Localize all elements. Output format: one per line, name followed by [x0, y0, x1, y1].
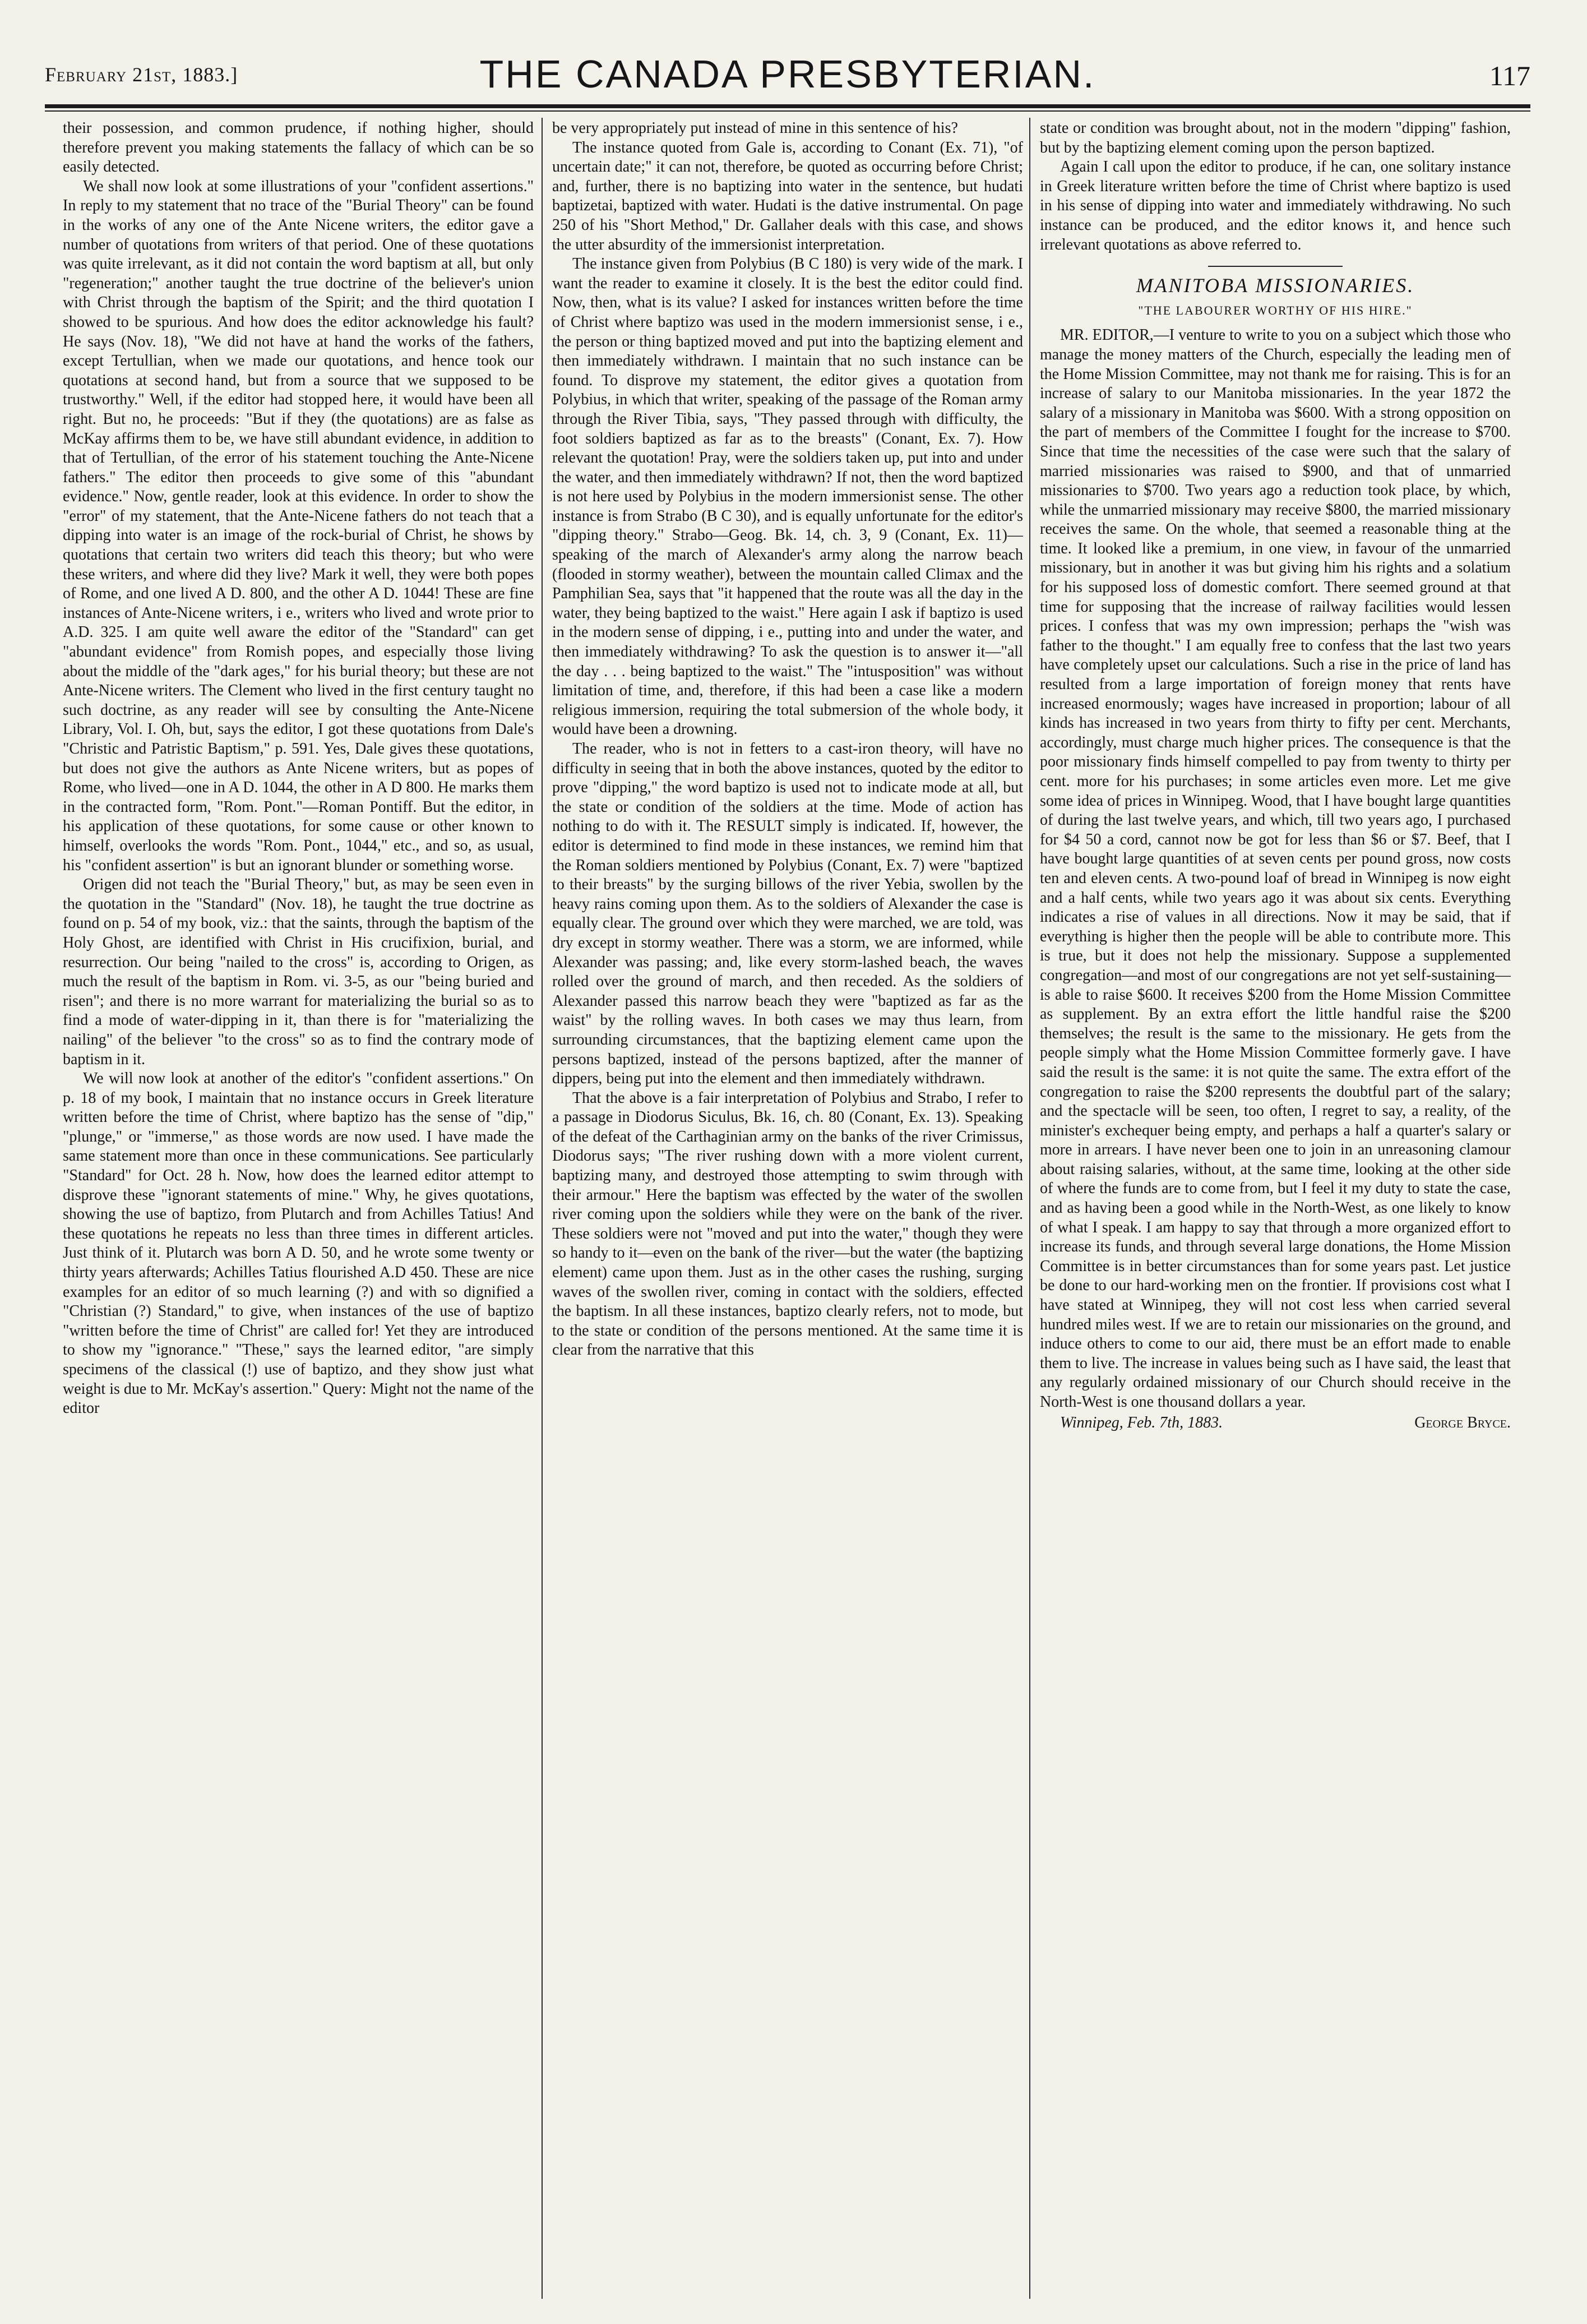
- letter-body: MR. EDITOR,—I venture to write to you on a subject which those who manage the money matters of the Church, especially the leading men of the Home Mission Committee, may not thank me for raising. This is for an increase of salary to our Manitoba missionaries. In the year 1872 the salary of a missionary in Manitoba was $600. With a strong opposition on the part of members of the Committee I fought for the increase to $700. Since that time the necessities of the case were such that the salary of married missionaries was raised to $900, and that of unmarried missionaries to $700. Two years ago a reduction took place, by which, while the unmarried missionary may receive $800, the married missionary receives the same. On the whole, that seemed a reasonable thing at the time. It looked like a premium, in one view, in favour of the unmarried missionary, but in another it was but giving him his rights and a solatium for his supposed loss of domestic comfort. There seemed ground at that time for supposing that the increase of railway facilities would lessen prices. I confess that was my own impression; perhaps the "wish was father to the thought." I am equally free to confess that the last two years have completely upset our calculations. Such a rise in the price of land has resulted from a large importation of foreign money that rents have increased enormously; wages have increased in proportion; labour of all kinds has increased in two years from thirty to fifty per cent. Merchants, accordingly, must charge much higher prices. The consequence is that the poor missionary finds himself compelled to pay from twenty to thirty per cent. more for his purchases; in some articles even more. Let me give some idea of prices in Winnipeg. Wood, that I have bought large quantities of during the last twelve years, and which, till two years ago, I purchased for $4 50 a cord, cannot now be got for less than $6 or $7. Beef, that I have bought large quantities of at seven cents per pound gross, now costs ten and eleven cents. A two-pound loaf of bread in Winnipeg is now eight and a half cents, while two years ago it was about six cents. Everything indicates a rise of values in all directions. Now it may be said, that if everything is higher then the people will be able to contribute more. This is true, but it does not help the missionary. Suppose a supplemented congregation—and most of our congregations are not yet self-sustaining—is able to raise $600. It receives $200 from the Home Mission Committee as supplement. By an extra effort the little handful raise the $200 themselves; the result is the same to the missionary. He gets from the people simply what the Home Mission Committee formerly gave. I have said the result is the same: it is not quite the same. The extra effort of the congregation to raise the $200 represents the doubtful part of the salary; and the spectacle will be seen, too often, I regret to say, a reality, of the minister's exchequer being empty, and perhaps a half a quarter's salary or more in arrears. I have never been one to join in an unreasoning clamour about raising salaries, without, at the same time, looking at the other side of where the funds are to come from, but I feel it my duty to state the case, and as having been a good while in the North-West, as one likely to know of what I speak. I am happy to say that through a more organized effort to increase its funds, and through several large donations, the Home Mission Committee is in better circumstances than for some years past. Let justice be done to our hard-working men on the frontier. If provisions cost what I have stated at Winnipeg, they will not cost less when carried several hundred miles west. If we are to retain our missionaries on the ground, and induce others to come to our aid, there must be an effort made to enable them to live. The increase in values being such as I have said, the least that any regularly ordained missionary of our Church should receive in the North-West is one thousand dollars a year.: [1040, 326, 1511, 1411]
- paragraph: be very appropriately put instead of mine in this sentence of his?: [552, 119, 958, 137]
- paragraph: The instance given from Polybius (B C 180) is very wide of the mark. I want the reader to examine it closely. It is the best the editor could find. Now, then, what is its value? I asked for instances written before the time of Christ where baptizo was used in the modern immersionist sense, i e., the person or thing baptized moved and put into the baptizing element and then immediately withdrawn. I maintain that no such instance can be found. To disprove my statement, the editor gives a quotation from Polybius, in which that writer, speaking of the passage of the Roman army through the River Tibia, says, "They passed through with difficulty, the foot soldiers baptized as far as to the breasts" (Conant, Ex. 7). How relevant the quotation! Pray, were the soldiers taken up, put into and under the water, and then immediately withdrawn? If not, then the word baptized is not here used by Polybius in the modern immersionist sense. The other instance is from Strabo (B C 30), and is equally unfortunate for the editor's "dipping theory." Strabo—Geog. Bk. 14, ch. 3, 9 (Conant, Ex. 11)—speaking of the march of Alexander's army along the narrow beach (flooded in stormy weather), between the mountain called Climax and the Pamphilian Sea, says that "it happened that the route was all the day in the water, they being baptized to the waist." Here again I ask if baptizo is used in the modern sense of dipping, i e., putting into and under the water, and then immediately withdrawing? To ask the question is to answer it—"all the day . . . being baptized to the waist." The "intusposition" was without limitation of time, and, therefore, if this had been a case like a modern religious immersion, requiring the total submersion of the whole body, it would have been a drowning.: [552, 255, 1023, 738]
- article-divider: [1208, 266, 1343, 267]
- paragraph: That the above is a fair interpretation of Polybius and Strabo, I refer to a passage in Diodorus Siculus, Bk. 16, ch. 80 (Conant, Ex. 13). Speaking of the defeat of the Carthaginian army on the banks of the river Crimissus, Diodorus says; "The river rushing down with a more violent current, baptizing many, and destroyed those attempting to swim through with their armour." Here the baptism was effected by the water of the swollen river coming upon the soldiers while they were on the bank of the river. These soldiers were not "moved and put into the water," though they were so handy to it—even on the bank of the river—but the water (the baptizing element) came upon them. Just as in the other cases the rushing, surging waves of the swollen river, coming in contact with the soldiers, effected the baptism. In all these instances, baptizo clearly refers, not to mode, but to the state or condition of the persons mentioned. At the same time it is clear from the narrative that this: [552, 1089, 1023, 1359]
- masthead-rule-thick: [45, 104, 1530, 108]
- paragraph: Origen did not teach the "Burial Theory," but, as may be seen even in the quotation in the "Standard" (Nov. 18), he taught the true doctrine as found on p. 54 of my book, viz.: that the saints, through the baptism of the Holy Ghost, are identified with Christ in His crucifixion, burial, and resurrection. Our being "nailed to the cross" is, according to Origen, as much the result of the baptism in Rom. vi. 3-5, as our "being buried and risen"; and there is no more warrant for materializing the burial so as to find a mode of water-dipping in it, than there is for "materializing the nailing" of the believer "to the cross" so as to find the contrary mode of baptism in it.: [63, 876, 534, 1068]
- column-divider: [1029, 118, 1030, 2299]
- paragraph: their possession, and common prudence, if nothing higher, should therefore prevent you making statements the fallacy of which can be so easily detected.: [63, 119, 534, 176]
- paragraph: The instance quoted from Gale is, according to Conant (Ex. 71), "of uncertain date;" it can not, therefore, be quoted as occurring before Christ; and, further, there is no baptizing into water in the sentence, but hudati baptizetai, baptized with water. Hudati is the dative instrumental. On page 250 of his "Short Method," Dr. Gallaher deals with this case, and shows the utter absurdity of the immersionist interpretation.: [552, 138, 1023, 253]
- newspaper-title: THE CANADA PRESBYTERIAN.: [479, 52, 1096, 96]
- signature-line: [1040, 1413, 1511, 1434]
- column-3: [1040, 119, 1511, 2294]
- masthead-rule-thin: [45, 110, 1530, 112]
- paragraph: state or condition was brought about, not in the modern "dipping" fashion, but by the baptizing element coming upon the person baptized.: [1040, 119, 1511, 156]
- paragraph: Again I call upon the editor to produce, if he can, one solitary instance in Greek literature written before the time of Christ where baptizo is used in his sense of dipping into water and immediately withdrawing. No such instance can be produced, and the editor knows it, and hence such irrelevant quotations as above referred to.: [1040, 158, 1511, 253]
- masthead: [45, 52, 1530, 102]
- paragraph: We shall now look at some illustrations of your "confident assertions." In reply to my statement that no trace of the "Burial Theory" can be found in the works of any one of the Ante Nicene writers, the editor gave a number of quotations from writers of that period. One of these quotations was quite irrelevant, as it did not contain the word baptism at all, but only "regeneration;" another taught the true doctrine of the believer's union with Christ through the baptism of the Spirit; and the third quotation I showed to be spurious. And how does the editor acknowledge his fault? He says (Nov. 18), "We did not have at hand the works of the fathers, except Tertullian, when we made our quotations, and hence took our quotations at second hand, but from a source that we supposed to be trustworthy." Well, if the editor had stopped here, it would have been all right. But no, he proceeds: "But if they (the quotations) are as false as McKay affirms them to be, we have still abundant evidence, in addition to that of Tertullian, of the error of his statement touching the Ante-Nicene fathers." The editor then proceeds to give some of this "abundant evidence." Now, gentle reader, look at this evidence. In order to show the "error" of my statement, that the Ante-Nicene fathers do not teach that a dipping into water is an image of the rock-burial of Christ, he shows by quotations that certain two writers did teach this theory; but who were these writers, and where did they live? Mark it well, they were both popes of Rome, and one lived A D. 800, and the other A D. 1044! These are fine instances of Ante-Nicene writers, i e., writers who lived and wrote prior to A.D. 325. I am quite well aware the editor of the "Standard" can get "abundant evidence" from Romish popes, and especially those living about the middle of the "dark ages," for his burial theory; but these are not Ante-Nicene writers. The Clement who lived in the first century taught no such doctrine, as any reader will see by consulting the Ante-Nicene Library, Vol. I. Oh, but, says the editor, I got these quotations from Dale's "Christic and Patristic Baptism," p. 591. Yes, Dale gives these quotations, but does not give the authors as Ante Nicene writers, but as popes of Rome, who lived—one in A D. 1044, the other in A D 800. He marks them in the contracted form, "Rom. Pont."—Roman Pontiff. But the editor, in his application of these quotations, for some cause or other known to himself, overlooks the words "Rom. Pont., 1044," etc., and so, as usual, his "confident assertion" is but an ignorant blunder or something worse.: [63, 177, 534, 874]
- paragraph: The reader, who is not in fetters to a cast-iron theory, will have no difficulty in seeing that in both the above instances, quoted by the editor to prove "dipping," the word baptizo is used not to indicate mode at all, but the state or condition of the soldiers at the time. Mode of action has nothing to do with it. The RESULT simply is indicated. If, however, the editor is determined to find mode in these instances, we remind him that the Roman soldiers mentioned by Polybius (Conant, Ex. 7) were "baptized to their breasts" by the surging billows of the river Yebia, swollen by the heavy rains coming upon them. As to the soldiers of Alexander the case is equally clear. The ground over which they were marched, we are told, was dry except in stormy weather. There was a storm, we are informed, while Alexander was passing; and, like every storm-lashed beach, the waves rolled over the ground of march, and then receded. As the soldiers of Alexander passed this narrow beach they were "baptized as far as the waist" by the rolling waves. In both cases we may thus learn, from surrounding circumstances, that the baptizing element came upon the persons baptized, instead of the persons baptized, after the manner of dippers, being put into the element and then immediately withdrawn.: [552, 740, 1023, 1088]
- paragraph: We will now look at another of the editor's "confident assertions." On p. 18 of my book, I maintain that no instance occurs in Greek literature written before the time of Christ, where baptizo has the sense of "dip," "plunge," or "immerse," as those words are now used. I have made the same statement more than once in these communications. See particularly "Standard" for Oct. 28 h. Now, how does the learned editor attempt to disprove these "ignorant statements of mine." Why, he gives quotations, showing the use of baptizo, from Plutarch and from Achilles Tatius! And these quotations he repeats no less than three times in different articles. Just think of it. Plutarch was born A D. 50, and he wrote some twenty or thirty years afterwards; Achilles Tatius flourished A.D 450. These are nice examples for an editor of so much learning (?) and with so dignified a "Christian (?) Standard," to give, when instances of the use of baptizo "written before the time of Christ" are called for! Yet they are introduced to show my "ignorance." "These," says the learned editor, "are simply specimens of the classical (!) use of baptizo, and they show just what weight is due to Mr. McKay's assertion." Query: Might not the name of the editor: [63, 1070, 534, 1417]
- column-divider: [542, 118, 543, 2299]
- article-heading: MANITOBA MISSIONARIES.: [1136, 274, 1415, 297]
- issue-date: February 21st, 1883.]: [45, 63, 238, 86]
- article-subheading: "THE LABOURER WORTHY OF HIS HIRE.": [1138, 303, 1413, 317]
- column-1: [63, 119, 534, 2294]
- page-number: 117: [1489, 60, 1530, 91]
- signature-name: George Bryce.: [1414, 1413, 1511, 1431]
- column-2: [552, 119, 1023, 2294]
- signature-place-date: Winnipeg, Feb. 7th, 1883.: [1060, 1413, 1223, 1431]
